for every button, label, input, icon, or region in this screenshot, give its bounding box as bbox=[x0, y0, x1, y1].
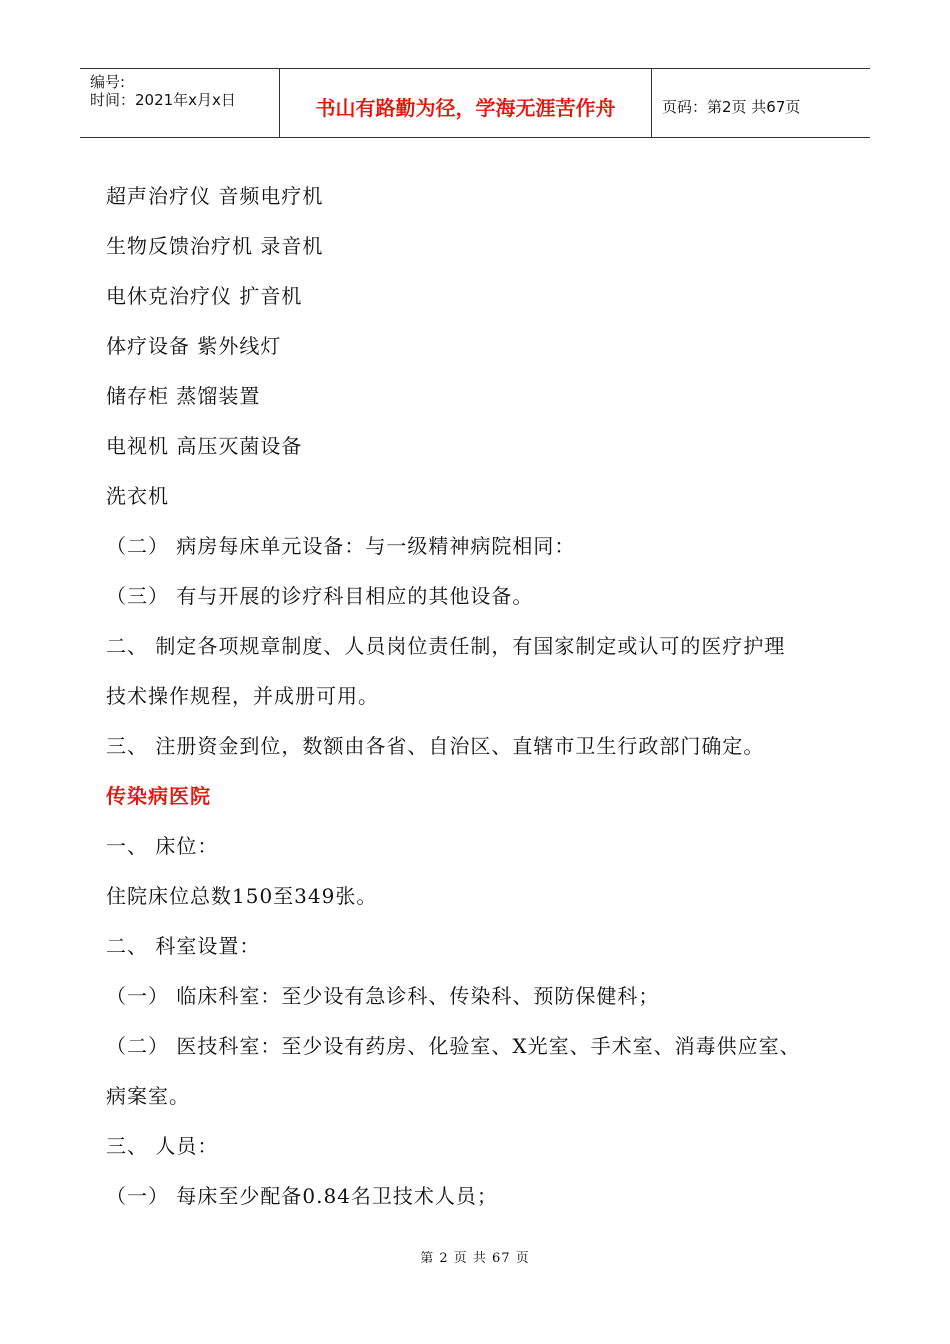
text-line: （二） 医技科室：至少设有药房、化验室、X光室、手术室、消毒供应室、 bbox=[106, 1034, 801, 1058]
header-time-label: 时间：2021年x月x日 bbox=[90, 91, 236, 109]
text-line: 储存柜 蒸馏装置 bbox=[106, 384, 261, 408]
text-line: （一） 临床科室：至少设有急诊科、传染科、预防保健科； bbox=[106, 984, 660, 1008]
text-line: 电休克治疗仪 扩音机 bbox=[106, 284, 303, 308]
text-line: 三、 人员： bbox=[106, 1134, 219, 1158]
header-meta bbox=[80, 69, 280, 137]
text-line: （一） 每床至少配备0.84名卫技术人员； bbox=[106, 1184, 498, 1208]
text-line: 超声治疗仪 音频电疗机 bbox=[106, 184, 324, 208]
page-footer: 第 2 页 共 67 页 bbox=[420, 1251, 530, 1266]
text-line: （三） 有与开展的诊疗科目相应的其他设备。 bbox=[106, 584, 534, 608]
text-line: 二、 制定各项规章制度、人员岗位责任制，有国家制定或认可的医疗护理 bbox=[106, 634, 786, 658]
section-heading: 传染病医院 bbox=[106, 784, 211, 808]
text-line: 电视机 高压灭菌设备 bbox=[106, 434, 303, 458]
text-line: （二） 病房每床单元设备：与一级精神病院相同： bbox=[106, 534, 576, 558]
text-line: 二、 科室设置： bbox=[106, 934, 261, 958]
header-motto: 书山有路勤为径，学海无涯苦作舟 bbox=[280, 69, 652, 137]
text-line: 一、 床位： bbox=[106, 834, 219, 858]
text-line: 三、 注册资金到位，数额由各省、自治区、直辖市卫生行政部门确定。 bbox=[106, 734, 765, 758]
text-line: 生物反馈治疗机 录音机 bbox=[106, 234, 324, 258]
header-page-info: 页码：第2页 共67页 bbox=[662, 97, 801, 116]
text-line: 洗衣机 bbox=[106, 484, 169, 508]
text-line: 住院床位总数150至349张。 bbox=[106, 884, 378, 908]
page-header bbox=[80, 68, 870, 138]
header-number-label: 编号: bbox=[90, 73, 126, 91]
text-line: 技术操作规程，并成册可用。 bbox=[106, 684, 379, 708]
text-line: 病案室。 bbox=[106, 1084, 190, 1108]
text-line: 体疗设备 紫外线灯 bbox=[106, 334, 282, 358]
